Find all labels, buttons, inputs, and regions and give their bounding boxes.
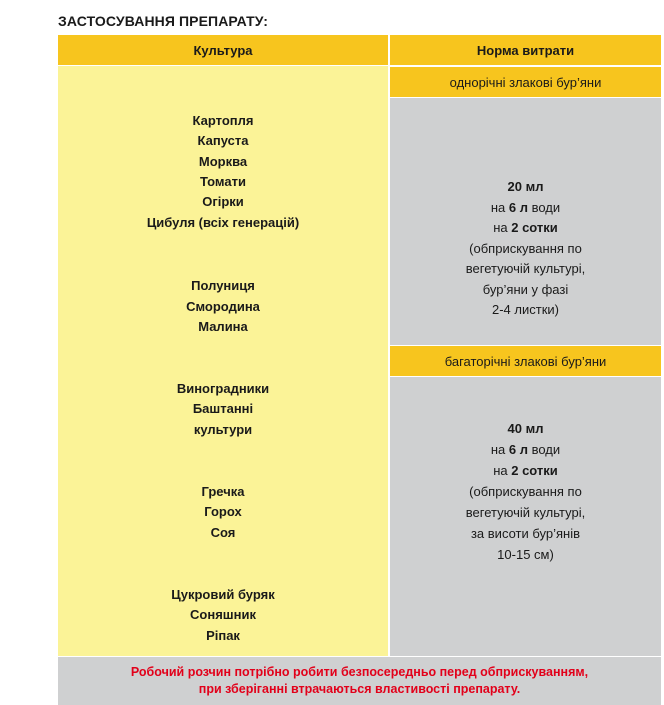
note-line: 10-15 см) xyxy=(497,547,554,562)
dose: 20 мл xyxy=(507,179,544,194)
crop-item: Гречка xyxy=(201,484,245,499)
warning-footer xyxy=(58,657,661,705)
crop-item: Картопля xyxy=(192,113,254,128)
header-rate: Норма витрати xyxy=(390,35,661,65)
weed-type-perennial: багаторічні злакові бур’яни xyxy=(390,346,661,376)
treated-area: на 2 сотки xyxy=(493,463,558,478)
crop-item: Томати xyxy=(200,174,246,189)
note-line: вегетуючій культурі, xyxy=(465,505,586,520)
rate-annual xyxy=(390,98,661,345)
crop-item: Смородина xyxy=(186,299,260,314)
crop-item: Полуниця xyxy=(191,278,255,293)
crop-item: Цибуля (всіх генерацій) xyxy=(146,215,300,230)
header-crop: Культура xyxy=(58,35,388,65)
crop-item: культури xyxy=(193,422,253,437)
note-line: (обприскування по xyxy=(469,484,582,499)
crop-item: Соя xyxy=(210,525,236,540)
warning-line-1: Робочий розчин потрібно робити безпосередньо перед обприскуванням, xyxy=(130,665,589,679)
note-line: (обприскування по xyxy=(469,241,582,256)
water-volume: на 6 л води xyxy=(490,200,561,215)
water-volume: на 6 л води xyxy=(490,442,561,457)
crop-item: Малина xyxy=(198,319,248,334)
weed-type-annual: однорічні злакові бур’яни xyxy=(390,67,661,97)
crop-item: Капуста xyxy=(197,133,249,148)
crop-item: Соняшник xyxy=(190,607,256,622)
treated-area: на 2 сотки xyxy=(493,220,558,235)
crop-item: Огірки xyxy=(202,194,244,209)
note-line: вегетуючій культурі, xyxy=(465,261,586,276)
crop-item: Цукровий буряк xyxy=(171,587,275,602)
note-line: за висоти бур’янів xyxy=(470,526,581,541)
crop-item: Морква xyxy=(198,154,248,169)
crops-column xyxy=(58,66,388,656)
crop-item: Баштанні xyxy=(192,401,254,416)
crop-item: Ріпак xyxy=(206,628,240,643)
dose: 40 мл xyxy=(507,421,544,436)
crop-item: Виноградники xyxy=(176,381,270,396)
crop-item: Горох xyxy=(204,504,242,519)
warning-line-2: при зберіганні втрачаються властивості препарату. xyxy=(198,682,521,696)
application-table xyxy=(58,35,661,696)
rate-perennial xyxy=(390,377,661,656)
note-line: бур’яни у фазі xyxy=(482,282,569,297)
page-title: ЗАСТОСУВАННЯ ПРЕПАРАТУ: xyxy=(58,13,269,29)
note-line: 2-4 листки) xyxy=(492,302,559,317)
